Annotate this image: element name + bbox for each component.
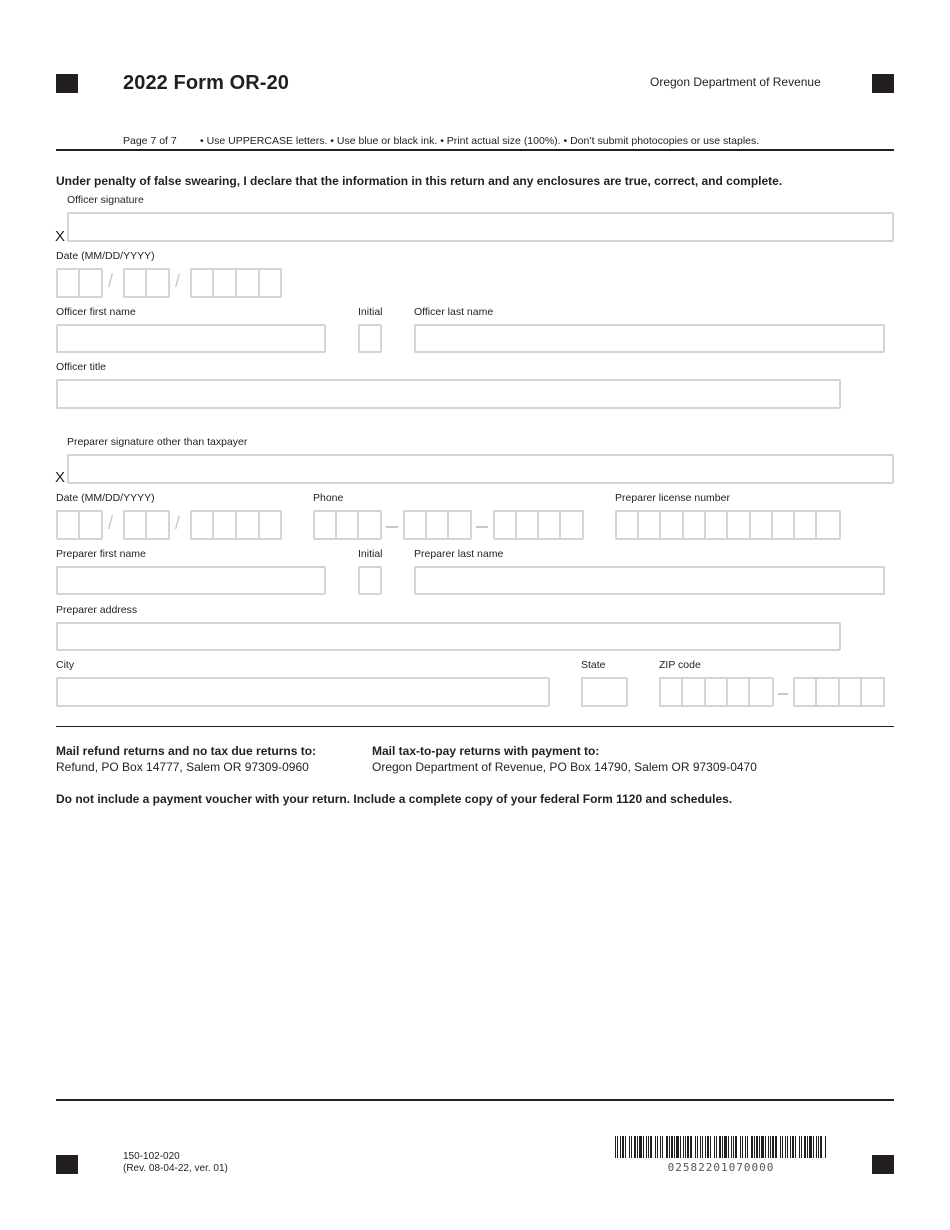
barcode-number: 02582201070000 <box>667 1161 775 1174</box>
zip-plus4-field[interactable] <box>793 677 885 707</box>
barcode-icon <box>615 1136 827 1160</box>
officer-title-label: Officer title <box>56 361 106 373</box>
officer-date-month[interactable] <box>56 268 103 298</box>
refund-address: Refund, PO Box 14777, Salem OR 97309-0960 <box>56 760 309 774</box>
header-divider <box>56 149 894 151</box>
phone-separator <box>386 526 398 528</box>
voucher-note: Do not include a payment voucher with your return. Include a complete copy of your federal Form 1120 and schedules. <box>56 792 733 806</box>
date-separator: / <box>108 271 114 291</box>
preparer-last-name-label: Preparer last name <box>414 548 504 560</box>
registration-mark-bottom-left <box>56 1155 78 1174</box>
form-revision: (Rev. 08-04-22, ver. 01) <box>123 1163 228 1174</box>
zip-separator <box>778 693 788 695</box>
zip-label: ZIP code <box>659 659 701 671</box>
phone-label: Phone <box>313 492 344 504</box>
preparer-license-field[interactable] <box>615 510 841 540</box>
officer-date-day[interactable] <box>123 268 170 298</box>
form-title: 2022 Form OR-20 <box>123 72 290 94</box>
officer-first-name-label: Officer first name <box>56 306 136 318</box>
city-label: City <box>56 659 75 671</box>
payment-heading: Mail tax-to-pay returns with payment to: <box>372 744 600 758</box>
officer-title-field[interactable] <box>56 379 841 409</box>
officer-first-name-field[interactable] <box>56 324 326 353</box>
preparer-license-label: Preparer license number <box>615 492 730 504</box>
preparer-date-month[interactable] <box>56 510 103 540</box>
phone-separator <box>476 526 488 528</box>
payment-address: Oregon Department of Revenue, PO Box 14790, Salem OR 97309-0470 <box>372 760 757 774</box>
footer-divider <box>56 1099 894 1101</box>
preparer-date-year[interactable] <box>190 510 282 540</box>
preparer-signature-field[interactable] <box>67 454 894 484</box>
phone-prefix[interactable] <box>403 510 472 540</box>
officer-last-name-field[interactable] <box>414 324 885 353</box>
mailing-divider <box>56 726 894 727</box>
preparer-first-name-label: Preparer first name <box>56 548 146 560</box>
preparer-initial-field[interactable] <box>358 566 382 595</box>
officer-signature-x: X <box>55 228 66 245</box>
agency-name: Oregon Department of Revenue <box>650 75 821 89</box>
date-separator: / <box>175 271 181 291</box>
state-field[interactable] <box>581 677 628 707</box>
preparer-last-name-field[interactable] <box>414 566 885 595</box>
registration-mark-top-left <box>56 74 78 93</box>
preparer-signature-x: X <box>55 469 66 486</box>
officer-signature-label: Officer signature <box>67 194 144 206</box>
officer-signature-field[interactable] <box>67 212 894 242</box>
state-label: State <box>581 659 606 671</box>
officer-initial-label: Initial <box>358 306 383 318</box>
officer-date-year[interactable] <box>190 268 282 298</box>
officer-initial-field[interactable] <box>358 324 382 353</box>
phone-line-number[interactable] <box>493 510 584 540</box>
preparer-address-label: Preparer address <box>56 604 138 616</box>
registration-mark-top-right <box>872 74 894 93</box>
preparer-date-label: Date (MM/DD/YYYY) <box>56 492 155 504</box>
city-field[interactable] <box>56 677 550 707</box>
form-number: 150-102-020 <box>123 1151 180 1162</box>
instructions: • Use UPPERCASE letters. • Use blue or black ink. • Print actual size (100%). • Don’t submit photocopies or use staples. <box>200 135 760 147</box>
preparer-initial-label: Initial <box>358 548 383 560</box>
date-separator: / <box>175 513 181 533</box>
preparer-date-day[interactable] <box>123 510 170 540</box>
zip-code-field[interactable] <box>659 677 774 707</box>
registration-mark-bottom-right <box>872 1155 894 1174</box>
declaration: Under penalty of false swearing, I declare that the information in this return and any enclosures are true, correct, and complete. <box>56 174 783 188</box>
refund-heading: Mail refund returns and no tax due returns to: <box>56 744 317 758</box>
preparer-address-field[interactable] <box>56 622 841 651</box>
preparer-signature-label: Preparer signature other than taxpayer <box>67 436 248 448</box>
date-separator: / <box>108 513 114 533</box>
officer-date-label: Date (MM/DD/YYYY) <box>56 250 155 262</box>
officer-last-name-label: Officer last name <box>414 306 494 318</box>
page-number: Page 7 of 7 <box>123 135 177 147</box>
phone-area-code[interactable] <box>313 510 382 540</box>
preparer-first-name-field[interactable] <box>56 566 326 595</box>
